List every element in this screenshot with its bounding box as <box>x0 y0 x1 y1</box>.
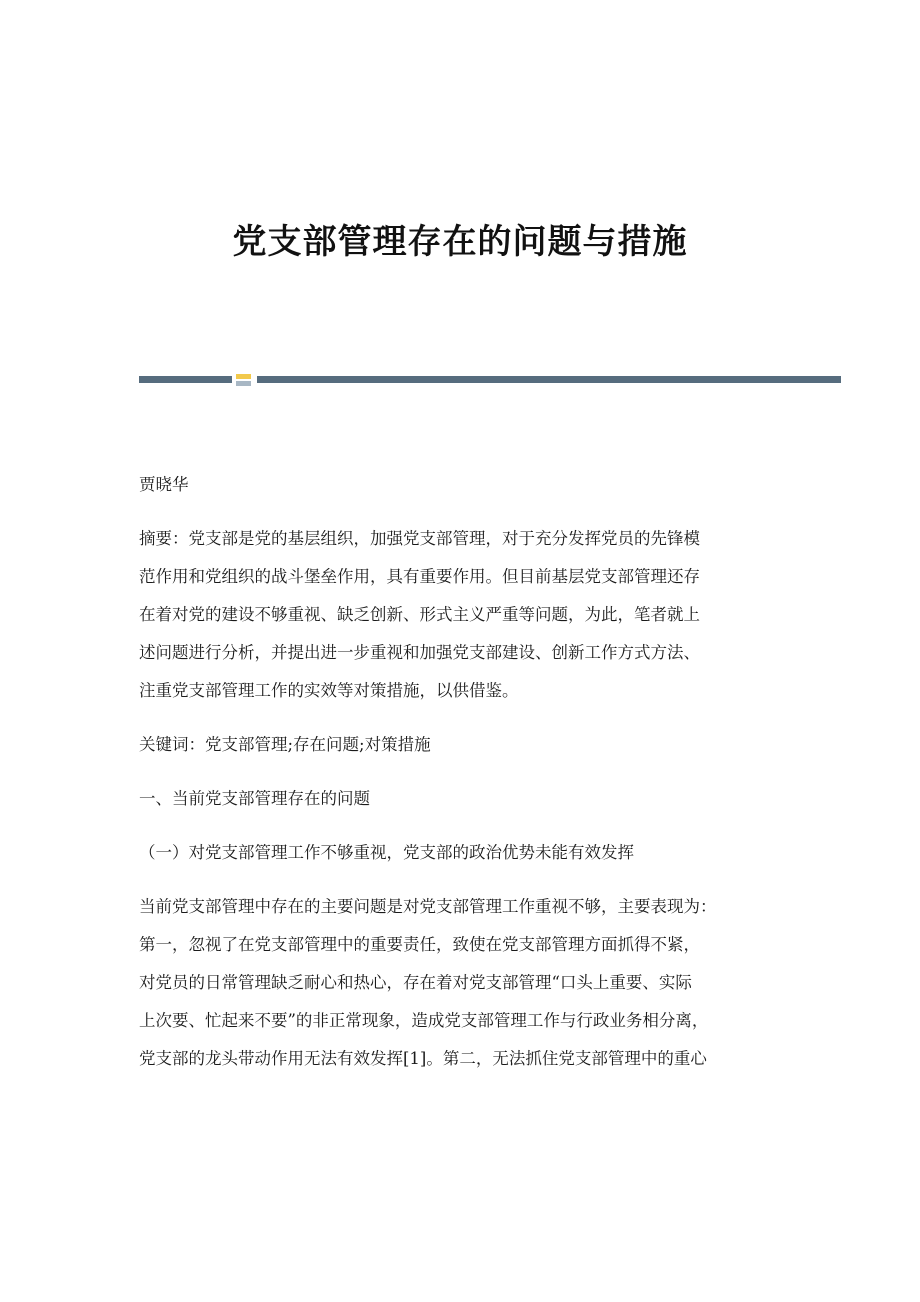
divider-ornament-icon <box>236 374 251 386</box>
divider-bar-left <box>139 376 232 383</box>
body-line: 对党员的日常管理缺乏耐心和热心，存在着对党支部管理“口头上重要、实际 <box>139 973 692 992</box>
abstract-line: 注重党支部管理工作的实效等对策措施，以供借鉴。 <box>139 681 519 700</box>
body-line: 第一，忽视了在党支部管理中的重要责任，致使在党支部管理方面抓得不紧， <box>139 935 700 954</box>
author-name: 贾晓华 <box>139 475 189 494</box>
abstract-line: 摘要：党支部是党的基层组织，加强党支部管理，对于充分发挥党员的先锋模 <box>139 529 700 548</box>
abstract-line: 述问题进行分析，并提出进一步重视和加强党支部建设、创新工作方式方法、 <box>139 643 700 662</box>
page-title: 党支部管理存在的问题与措施 <box>232 222 688 262</box>
abstract <box>139 520 799 710</box>
body-line: 上次要、忙起来不要”的非正常现象，造成党支部管理工作与行政业务相分离， <box>139 1011 709 1030</box>
section-heading: 一、当前党支部管理存在的问题 <box>139 789 370 808</box>
body-line: 当前党支部管理中存在的主要问题是对党支部管理工作重视不够，主要表现为： <box>139 897 717 916</box>
divider-bar-right <box>257 376 841 383</box>
abstract-line: 在着对党的建设不够重视、缺乏创新、形式主义严重等问题，为此，笔者就上 <box>139 605 700 624</box>
abstract-line: 范作用和党组织的战斗堡垒作用，具有重要作用。但目前基层党支部管理还存 <box>139 567 700 586</box>
title-divider <box>139 374 841 386</box>
document-body <box>139 466 799 1078</box>
body-paragraph <box>139 888 799 1078</box>
keywords: 关键词：党支部管理;存在问题;对策措施 <box>139 735 431 754</box>
subsection-heading: （一）对党支部管理工作不够重视，党支部的政治优势未能有效发挥 <box>139 843 634 862</box>
body-line: 党支部的龙头带动作用无法有效发挥[1]。第二，无法抓住党支部管理中的重心 <box>139 1049 707 1068</box>
